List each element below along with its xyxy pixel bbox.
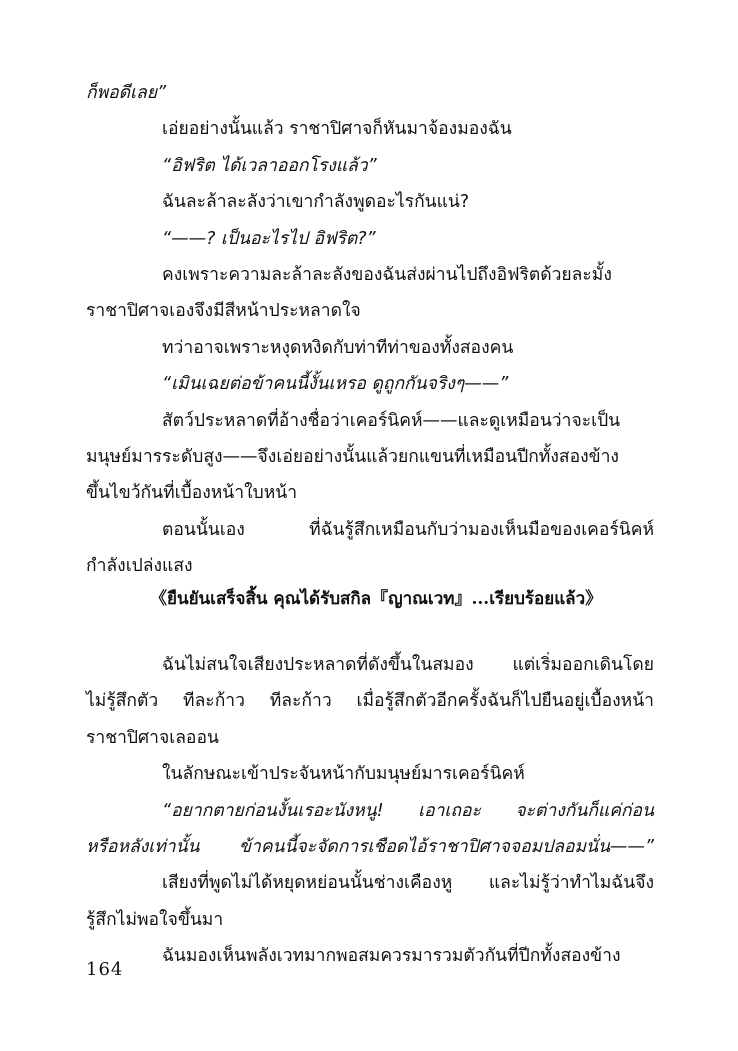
text-line: ราชาปิศาจเลออน <box>86 728 219 748</box>
text-line: ฉันมองเห็นพลังเวทมากพอสมควรมารวมตัวกันที่ปีกทั้งสองข้าง <box>162 946 621 966</box>
text-line: ตอนนั้นเอง ที่ฉันรู้สึกเหมือนกับว่ามองเห็นมือของเคอร์นิคห์ <box>162 520 654 540</box>
text-line: “เมินเฉยต่อข้าคนนี้งั้นเหรอ ดูถูกกันจริงๆ——” <box>162 374 509 394</box>
page-number: 164 <box>86 959 124 980</box>
text-line: “อยากตายก่อนงั้นเรอะนังหนู! เอาเถอะ จะต่างกันก็แค่ก่อน <box>162 801 654 821</box>
text-line: “——? เป็นอะไรไป อิฟริต?” <box>162 229 376 249</box>
text-line: ในลักษณะเข้าประจันหน้ากับมนุษย์มารเคอร์นิคห์ <box>162 764 525 784</box>
text-line: มนุษย์มารระดับสูง——จึงเอ่ยอย่างนั้นแล้วยกแขนที่เหมือนปีกทั้งสองข้าง <box>86 447 619 467</box>
text-line: “อิฟริต ได้เวลาออกโรงแล้ว” <box>162 156 377 176</box>
text-line: ราชาปิศาจเองจึงมีสีหน้าประหลาดใจ <box>86 301 361 321</box>
system-message-heading: 《ยืนยันเสร็จสิ้น คุณได้รับสกิล『ญาณเวท』...เรียบร้อยแล้ว》 <box>150 589 603 609</box>
text-line: ฉันไม่สนใจเสียงประหลาดที่ดังขึ้นในสมอง แต่เริ่มออกเดินโดย <box>162 655 654 675</box>
text-line: เอ่ยอย่างนั้นแล้ว ราชาปิศาจก็หันมาจ้องมองฉัน <box>162 119 512 139</box>
text-line: ฉันละล้าละลังว่าเขากำลังพูดอะไรกันแน่? <box>162 192 470 212</box>
text-line: ไม่รู้สึกตัว ทีละก้าว ทีละก้าว เมื่อรู้สึกตัวอีกครั้งฉันก็ไปยืนอยู่เบื้องหน้า <box>86 691 654 711</box>
text-line: ทว่าอาจเพราะหงุดหงิดกับท่าทีท่าของทั้งสองคน <box>162 338 514 358</box>
text-line: เสียงที่พูดไม่ได้หยุดหย่อนนั้นช่างเคืองหู และไม่รู้ว่าทำไมฉันจึง <box>162 873 654 893</box>
text-line: หรือหลังเท่านั้น ข้าคนนี้จะจัดการเชือดไอ้ราชาปิศาจจอมปลอมนั่น——” <box>86 837 654 857</box>
text-line: รู้สึกไม่พอใจขึ้นมา <box>86 910 224 930</box>
text-line: ขึ้นไขว้กันที่เบื้องหน้าใบหน้า <box>86 483 298 503</box>
text-line: สัตว์ประหลาดที่อ้างชื่อว่าเคอร์นิคห์——และดูเหมือนว่าจะเป็น <box>162 411 621 431</box>
text-line: กำลังเปล่งแสง <box>86 556 193 576</box>
text-line: ก็พอดีเลย” <box>86 83 167 103</box>
text-line: คงเพราะความละล้าละลังของฉันส่งผ่านไปถึงอิฟริตด้วยละมั้ง <box>162 265 612 285</box>
